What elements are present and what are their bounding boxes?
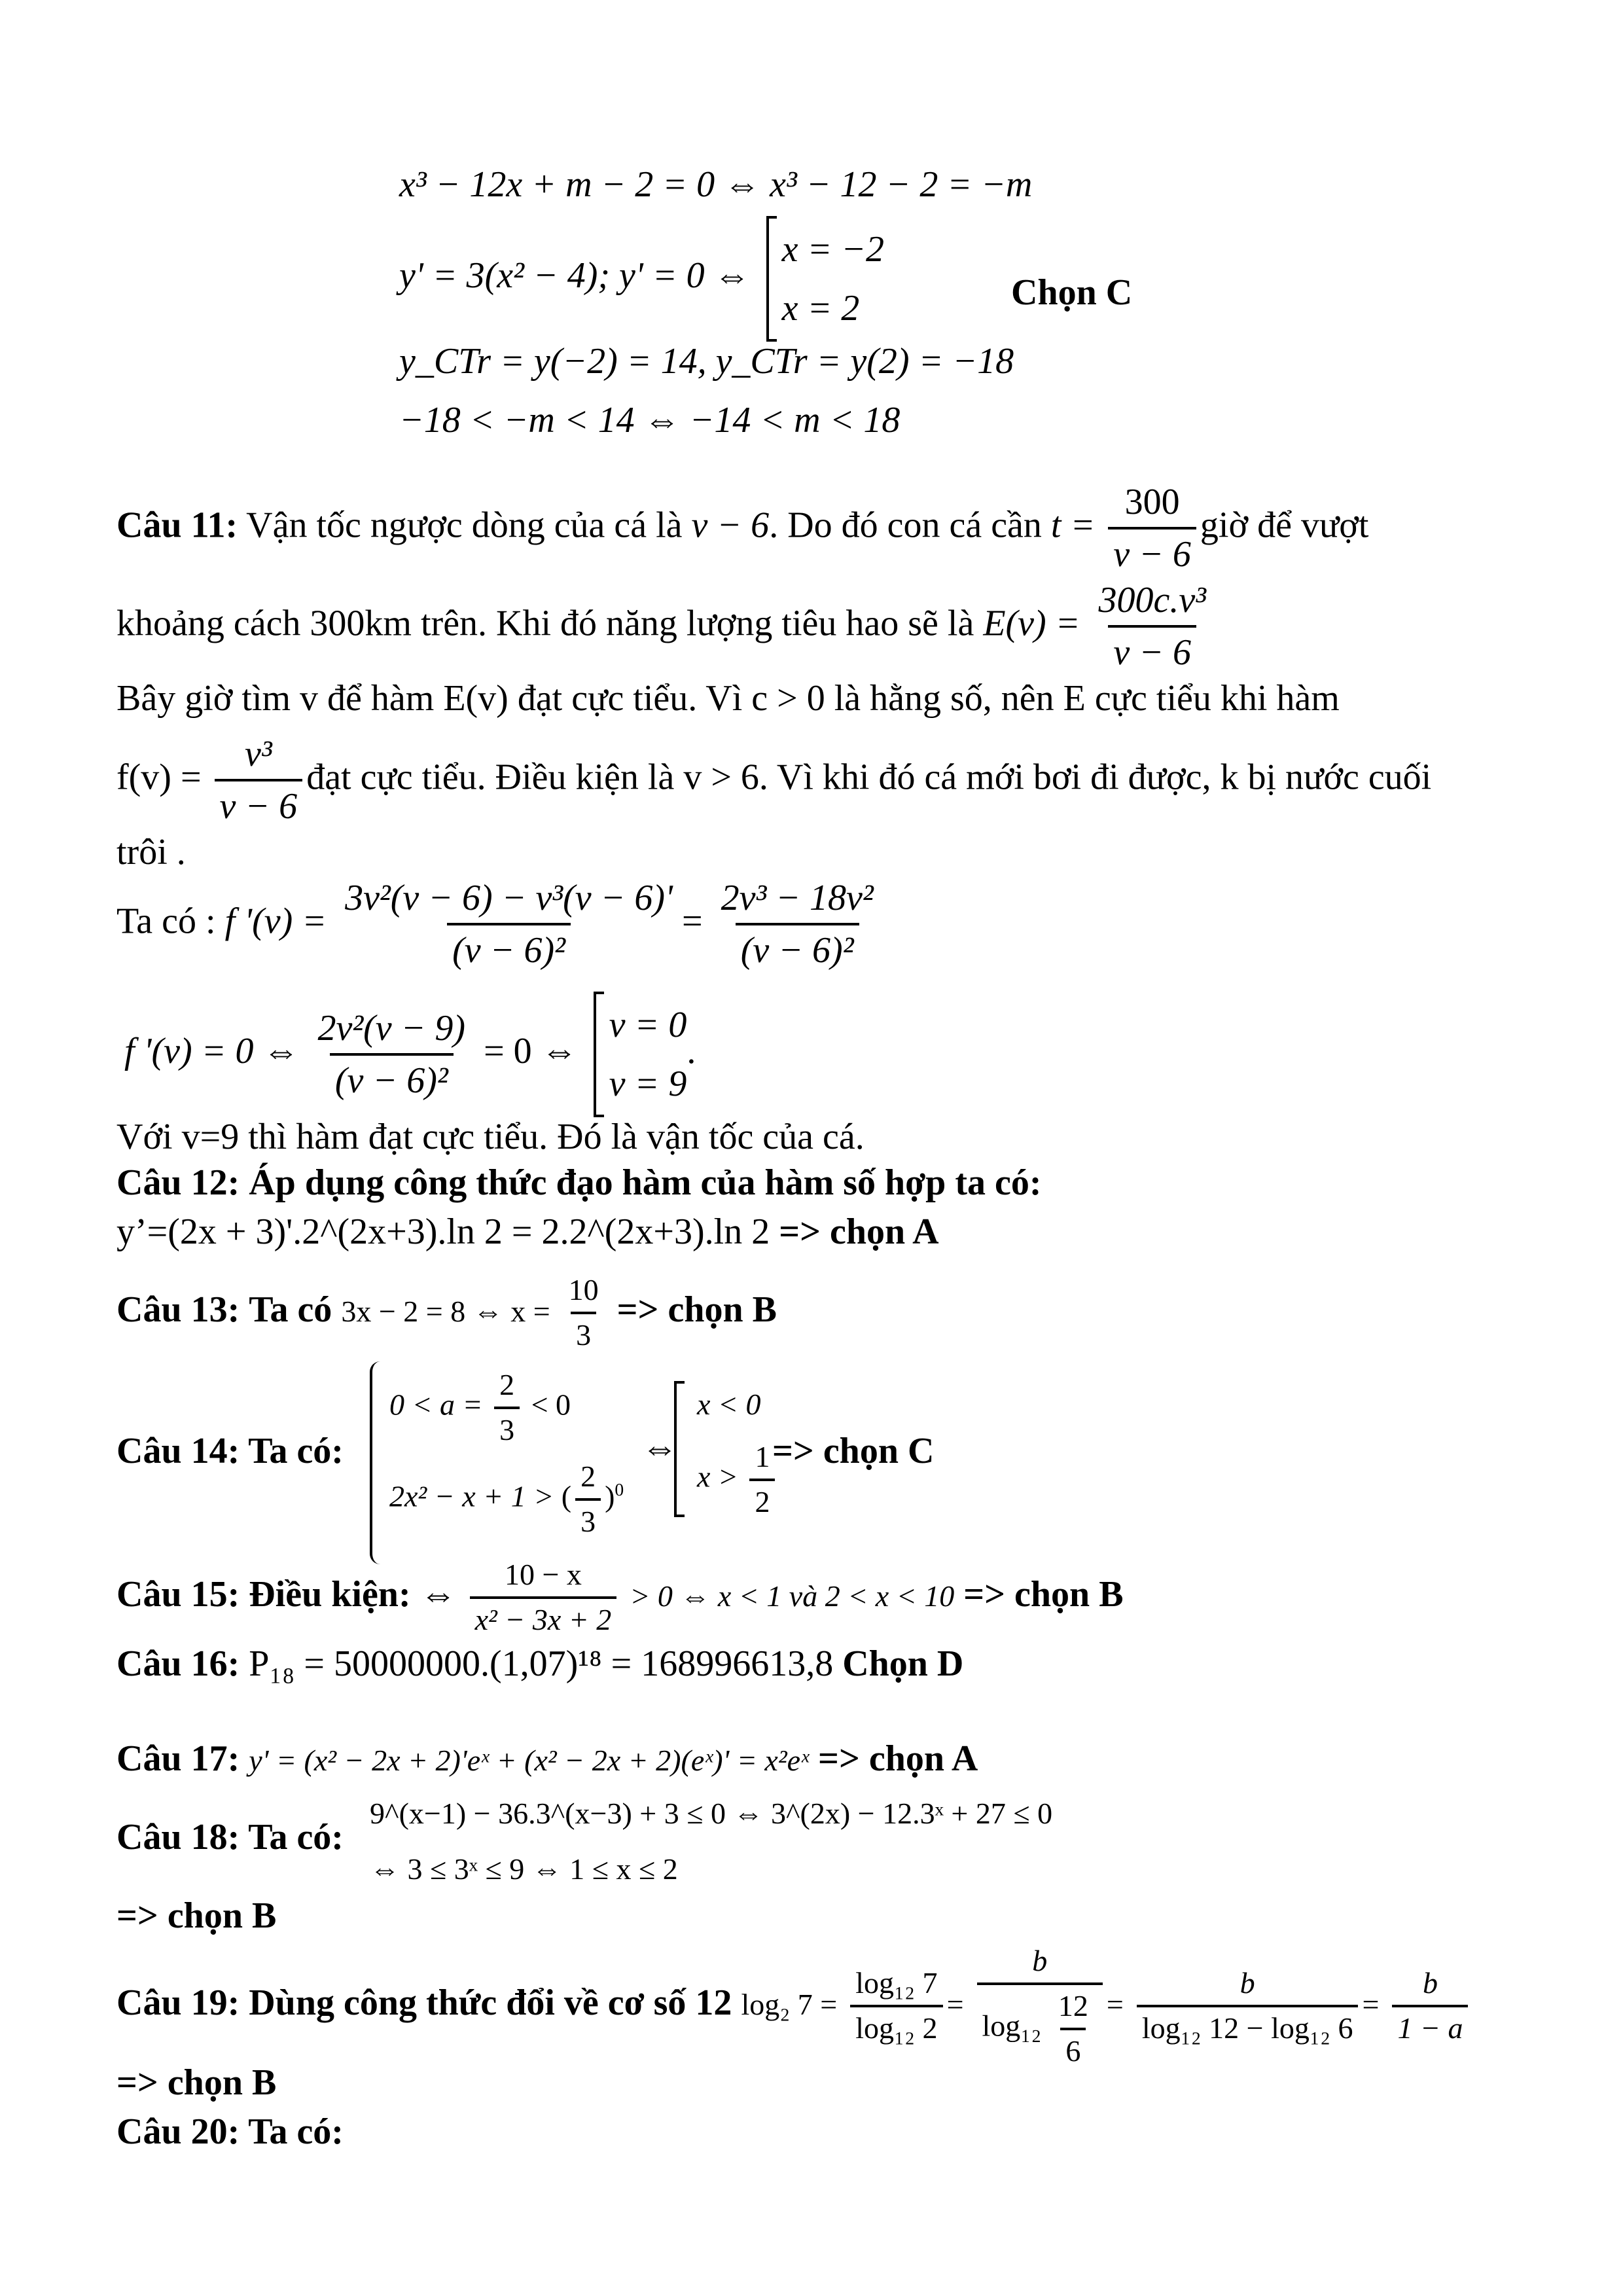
q12-label: Câu 12: (116, 1162, 240, 1203)
q11-e-den: v − 6 (1108, 625, 1196, 673)
q11-line-2 (116, 579, 1215, 674)
case-x-neg2: x = −2 (781, 228, 885, 270)
q19-eq-3: = (1362, 1988, 1380, 2022)
q11-z-mid: = 0 ⇔ (484, 1030, 578, 1071)
q17-formula: y' = (x² − 2x + 2)'eˣ + (x² − 2x + 2)(eˣ)' = x²eˣ (249, 1744, 810, 1777)
q11-f-lhs: f(v) = (116, 757, 202, 798)
q16-formula: P₁₈ = 50000000.(1,07)¹⁸ = 168996613,8 (249, 1643, 834, 1684)
q11-z-den: (v − 6)² (330, 1053, 454, 1102)
q11-z-num: 2v²(v − 9) (317, 1007, 466, 1049)
q14-label: Câu 14: (116, 1431, 240, 1471)
q14-iff: ⇔ (641, 1427, 678, 1468)
q11-z-end: . (687, 1030, 696, 1071)
q19-f2-den-log: log₁₂ (982, 2009, 1042, 2043)
q13-lhs: 3x − 2 = 8 ⇔ x = (341, 1294, 550, 1328)
q18-equation-1: 9^(x−1) − 36.3^(x−3) + 3 ≤ 0 ⇔ 3^(2x) − 12.3ˣ + 27 ≤ 0 (370, 1797, 1053, 1830)
equation-line-3: y_CTr = y(−2) = 14, y_CTr = y(2) = −18 (399, 341, 1014, 382)
q12-text: Áp dụng công thức đạo hàm của hàm số hợp ta có: (249, 1162, 1042, 1203)
q18-label-block (116, 1816, 344, 1858)
q14-system-2: 2x² − x + 1 > ( $\frac{2}{3}$ )$^0$ (389, 1460, 624, 1538)
q18-taco: Ta có: (248, 1817, 344, 1857)
q11-line-3: Bây giờ tìm v để hàm E(v) đạt cực tiểu. Vì c > 0 là hằng số, nên E cực tiểu khi hàm (116, 678, 1340, 719)
q11-case-v9: v = 9 (609, 1063, 687, 1104)
q11-text-1c: . Do đó con cá cần (769, 505, 1042, 546)
q11-z-lhs: f '(v) = 0 ⇔ (124, 1030, 300, 1071)
q14-bracket (674, 1381, 685, 1517)
q15-answer: => chọn B (963, 1573, 1124, 1615)
q19-fraction-1 (850, 1966, 942, 2046)
q13-answer: => chọn B (616, 1289, 777, 1330)
q11-f-fraction (215, 733, 303, 828)
q14-system-1 (389, 1368, 571, 1448)
q11-d-fraction-1 (340, 877, 678, 972)
q14-answer: => chọn C (772, 1431, 935, 1471)
q11-e-lhs: E(v) = (983, 603, 1080, 644)
equation-line-4: −18 < −m < 14 ⇔ −14 < m < 18 (399, 400, 901, 440)
q12-line-1 (116, 1162, 1041, 1204)
q14-case-2 (697, 1440, 779, 1520)
q19-f2-den-num: 12 (1058, 1988, 1088, 2022)
q19-f2-num: b (1032, 1944, 1048, 1977)
q19-f3-den: log₁₂ 12 − log₁₂ 6 (1137, 2005, 1359, 2046)
case-x-2: x = 2 (781, 287, 860, 329)
q19-f2-den-den: 6 (1060, 2028, 1086, 2069)
q14-case2-den: 2 (749, 1479, 775, 1520)
q19-f2-den-fraction (1053, 1989, 1094, 2069)
q14-sys1-den: 3 (494, 1407, 520, 1448)
q14-sys2-num: 2 (580, 1460, 596, 1493)
q15-fraction (470, 1558, 617, 1638)
q20-line (116, 2111, 344, 2153)
q14-sys1-num: 2 (499, 1368, 515, 1401)
q14-sys1-fraction (494, 1368, 520, 1448)
q14-sys1-pre: 0 < a = (389, 1388, 483, 1422)
q19-lhs: log₂ 7 = (741, 1988, 838, 2022)
q18-equation-2: ⇔ 3 ≤ 3ˣ ≤ 9 ⇔ 1 ≤ x ≤ 2 (370, 1852, 678, 1886)
q11-line-6: Với v=9 thì hàm đạt cực tiểu. Đó là vận tốc của cá. (116, 1117, 865, 1157)
q11-speed-expr: v − 6 (691, 505, 770, 546)
answer-chon-c-top: Chọn C (1011, 272, 1133, 313)
q11-t-den: v − 6 (1108, 527, 1196, 575)
derivative-equation: y' = 3(x² − 4); y' = 0 ⇔ (399, 255, 751, 296)
q13-label: Câu 13: (116, 1289, 240, 1330)
q11-d-den1: (v − 6)² (447, 923, 571, 971)
q19-text: Dùng công thức đổi về cơ số 12 (249, 1982, 732, 2024)
q17-answer: => chọn A (818, 1738, 978, 1779)
q11-line-4 (116, 733, 1431, 828)
q14-taco: Ta có: (248, 1431, 344, 1471)
q11-text-1d: giờ để vượt (1200, 505, 1369, 546)
q13-den: 3 (571, 1312, 596, 1353)
q11-z-fraction (312, 1007, 471, 1102)
q14-sys2-exp: 0 (615, 1479, 624, 1500)
q15-dk: Điều kiện: (249, 1573, 411, 1615)
q11-t-num: 300 (1124, 482, 1180, 522)
q19-f2-den (977, 1982, 1103, 2069)
q14-case2-num: 1 (755, 1440, 770, 1473)
q15-post: > 0 ⇔ x < 1 và 2 < x < 10 (630, 1579, 955, 1613)
q15-line (116, 1558, 1124, 1638)
q19-eq-1: = (946, 1988, 964, 2022)
q11-d-lhs: f '(v) = (224, 901, 327, 942)
q19-answer: => chọn B (116, 2062, 277, 2103)
q19-f3-num: b (1240, 1966, 1255, 2000)
q14-sys1-post: < 0 (531, 1388, 571, 1422)
q19-eq-2: = (1106, 1988, 1124, 2022)
q11-case-bracket (594, 992, 687, 1117)
q15-den: x² − 3x + 2 (470, 1596, 617, 1638)
q20-label: Câu 20: (116, 2111, 240, 2152)
q11-text-4: đạt cực tiểu. Điều kiện là v > 6. Vì khi đó cá mới bơi đi được, k bị nước cuối (306, 757, 1432, 798)
q19-f4-num: b (1422, 1966, 1438, 2000)
q16-label: Câu 16: (116, 1643, 240, 1684)
case-bracket (766, 216, 884, 342)
q15-label: Câu 15: (116, 1573, 240, 1615)
q14-sys2-pre: 2x² − x + 1 > (389, 1479, 554, 1513)
q19-line (116, 1944, 1472, 2069)
q11-label: Câu 11: (116, 505, 238, 546)
q12-answer: => chọn A (779, 1211, 939, 1252)
q13-num: 10 (568, 1273, 599, 1306)
q11-text-2: khoảng cách 300km trên. Khi đó năng lượng tiêu hao sẽ là (116, 603, 974, 644)
q11-line-1 (116, 481, 1368, 576)
q14-case2-pre: x > (697, 1460, 738, 1494)
q13-fraction (563, 1273, 604, 1353)
equation-line-2 (399, 216, 884, 342)
q14-label-block (116, 1430, 344, 1472)
q11-t-fraction (1108, 481, 1196, 576)
q11-t-lhs: t = (1050, 505, 1096, 546)
q15-pre: ⇔ (419, 1573, 457, 1615)
q12-line-2 (116, 1211, 939, 1253)
q14-case2-fraction (749, 1440, 775, 1520)
q14-brace (370, 1361, 380, 1564)
q11-derivative-line: Ta có : f '(v) = $\frac{\text{3v²(v − 6) − v³(v − 6)'}}{\text{(v − 6)²}}$ = $\frac{\text{2v³ − 18v²}}{\text{(v − 6)²}}$ (116, 877, 883, 972)
q14-sys2-den: 3 (575, 1498, 601, 1539)
q11-line-5: trôi . (116, 832, 186, 872)
q16-line (116, 1643, 963, 1685)
q17-label: Câu 17: (116, 1738, 240, 1779)
q13-taco: Ta có (249, 1289, 332, 1330)
q15-num: 10 − x (504, 1558, 582, 1591)
q16-answer: Chọn D (842, 1643, 964, 1684)
q19-fraction-4 (1392, 1966, 1468, 2046)
q11-e-num: 300c.v³ (1098, 580, 1206, 620)
q11-f-den: v − 6 (215, 779, 303, 827)
q19-fraction-2 (977, 1944, 1103, 2069)
q20-taco: Ta có: (248, 2111, 344, 2152)
q18-label: Câu 18: (116, 1817, 240, 1857)
q11-f-num: v³ (245, 734, 272, 774)
q11-d-num2: 2v³ − 18v² (721, 878, 874, 918)
q19-f1-den: log₁₂ 2 (850, 2005, 942, 2046)
q11-e-fraction (1093, 579, 1211, 674)
q11-d-den2: (v − 6)² (736, 923, 859, 971)
q11-d-num1: 3v²(v − 6) − v³(v − 6)' (345, 878, 673, 918)
q11-text-1: Vận tốc ngược dòng của cá là (246, 505, 683, 546)
q11-case-v0: v = 0 (609, 1004, 687, 1045)
q17-line (116, 1738, 978, 1780)
q14-case-1: x < 0 (697, 1388, 761, 1421)
q19-fraction-3 (1137, 1966, 1359, 2046)
q18-answer: => chọn B (116, 1895, 277, 1936)
equation-line-1: x³ − 12x + m − 2 = 0 ⇔ x³ − 12 − 2 = −m (399, 164, 1033, 205)
q13-line (116, 1273, 777, 1353)
q12-formula: y’=(2x + 3)'.2^(2x+3).ln 2 = 2.2^(2x+3).ln 2 (116, 1211, 770, 1252)
q14-sys2-fraction (575, 1460, 601, 1539)
q11-taco: Ta có : (116, 901, 216, 942)
q11-d-fraction-2 (716, 877, 879, 972)
q19-f1-num: log₁₂ 7 (855, 1966, 938, 2000)
q19-f4-den: 1 − a (1392, 2005, 1468, 2046)
q19-label: Câu 19: (116, 1982, 240, 2024)
q11-zero-line (124, 992, 696, 1117)
